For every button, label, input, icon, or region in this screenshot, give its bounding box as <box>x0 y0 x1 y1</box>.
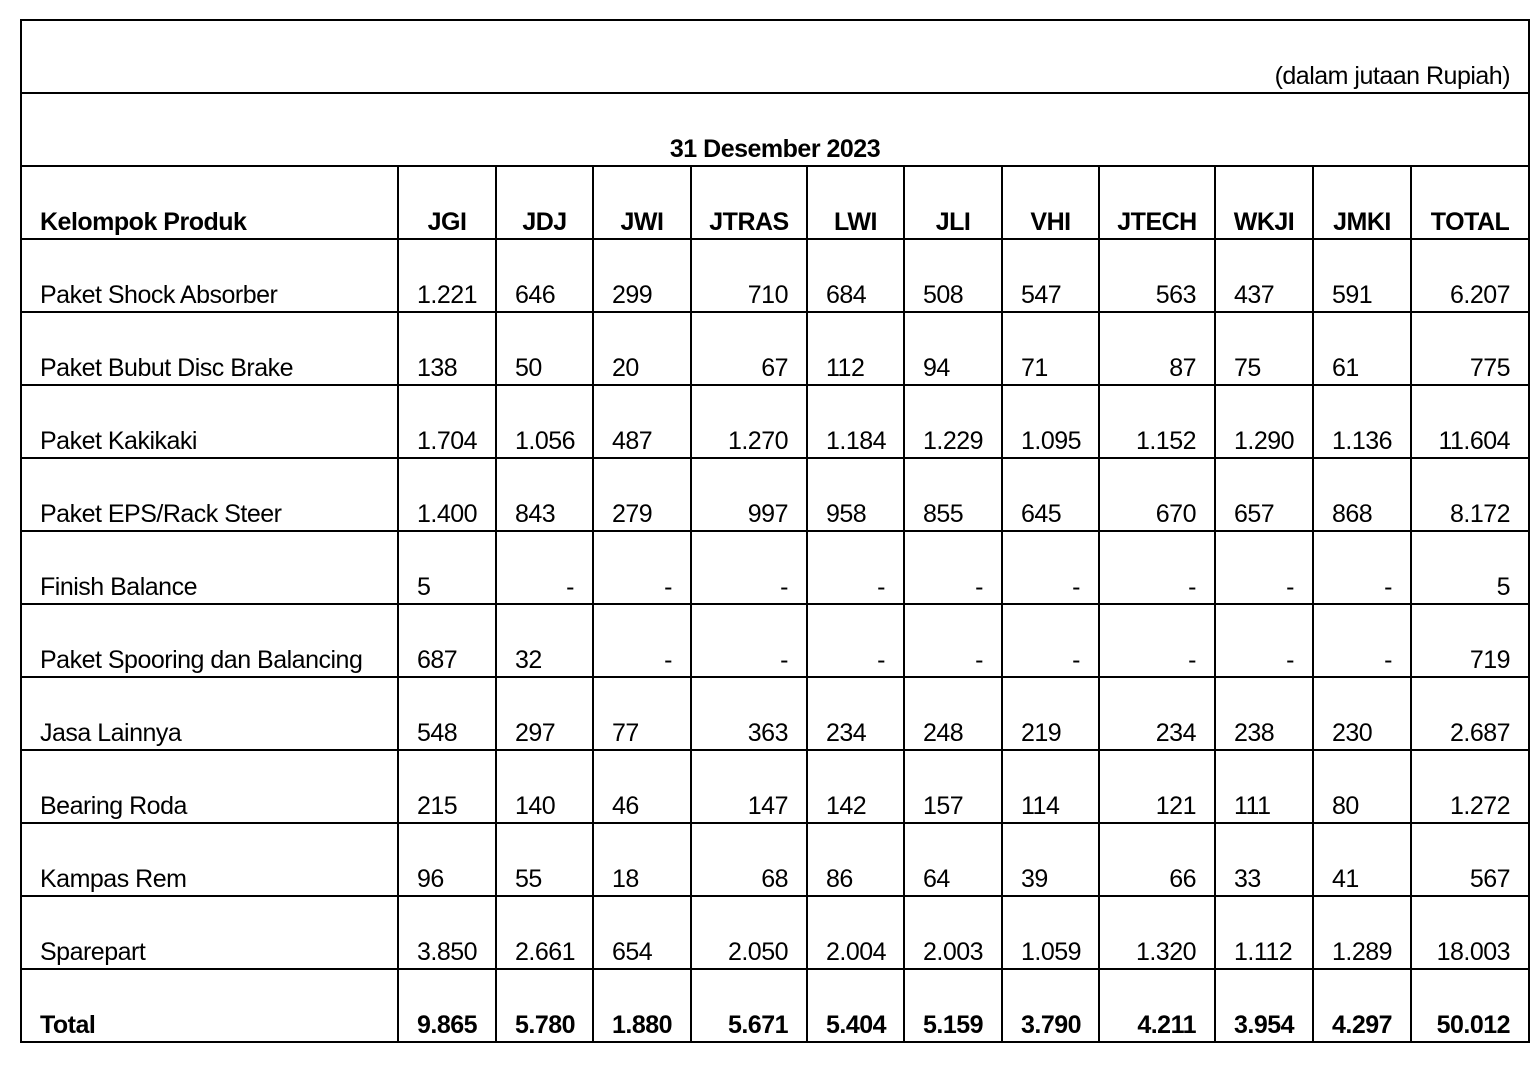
period-heading: 31 Desember 2023 <box>21 93 1529 166</box>
value-cell-jgi: 1.221 <box>398 239 496 312</box>
value-cell-jli: 64 <box>904 823 1002 896</box>
value-cell-jtech: 670 <box>1099 458 1215 531</box>
value-cell-jgi: 138 <box>398 312 496 385</box>
value-cell-lwi: 2.004 <box>807 896 904 969</box>
value-cell-jdj: 1.056 <box>496 385 593 458</box>
value-cell-vhi: 71 <box>1002 312 1099 385</box>
value-cell-jtras: 68 <box>691 823 807 896</box>
table-row <box>21 458 1529 531</box>
value-cell-jgi: 1.704 <box>398 385 496 458</box>
revenue-by-product-table <box>20 19 1530 1043</box>
value-cell-jdj: 2.661 <box>496 896 593 969</box>
value-cell-jgi: 3.850 <box>398 896 496 969</box>
value-cell-jdj: 5.780 <box>496 969 593 1042</box>
value-cell-jtras: - <box>691 604 807 677</box>
column-header-wkji: WKJI <box>1215 166 1313 239</box>
value-cell-jmki: 591 <box>1313 239 1411 312</box>
value-cell-jtech: 121 <box>1099 750 1215 823</box>
value-cell-lwi: 234 <box>807 677 904 750</box>
value-cell-jwi: 487 <box>593 385 691 458</box>
value-cell-jtech: 1.152 <box>1099 385 1215 458</box>
value-cell-vhi: 1.095 <box>1002 385 1099 458</box>
value-cell-jli: 2.003 <box>904 896 1002 969</box>
value-cell-jgi: 9.865 <box>398 969 496 1042</box>
product-group-label: Paket Spooring dan Balancing <box>21 604 398 677</box>
value-cell-lwi: 1.184 <box>807 385 904 458</box>
value-cell-jgi: 215 <box>398 750 496 823</box>
value-cell-jtras: 2.050 <box>691 896 807 969</box>
value-cell-jdj: 55 <box>496 823 593 896</box>
column-header-jtras: JTRAS <box>691 166 807 239</box>
value-cell-wkji: 75 <box>1215 312 1313 385</box>
value-cell-jtras: - <box>691 531 807 604</box>
value-cell-total: 2.687 <box>1411 677 1529 750</box>
product-group-label: Kampas Rem <box>21 823 398 896</box>
value-cell-jwi: 279 <box>593 458 691 531</box>
value-cell-lwi: 86 <box>807 823 904 896</box>
value-cell-total: 6.207 <box>1411 239 1529 312</box>
value-cell-wkji: 437 <box>1215 239 1313 312</box>
value-cell-vhi: 547 <box>1002 239 1099 312</box>
value-cell-lwi: 684 <box>807 239 904 312</box>
value-cell-total: 11.604 <box>1411 385 1529 458</box>
value-cell-total: 719 <box>1411 604 1529 677</box>
value-cell-jtras: 67 <box>691 312 807 385</box>
table-row <box>21 677 1529 750</box>
table-row <box>21 239 1529 312</box>
value-cell-jmki: 230 <box>1313 677 1411 750</box>
column-header-jgi: JGI <box>398 166 496 239</box>
value-cell-jgi: 1.400 <box>398 458 496 531</box>
value-cell-lwi: - <box>807 531 904 604</box>
product-group-label: Paket Bubut Disc Brake <box>21 312 398 385</box>
value-cell-jdj: 843 <box>496 458 593 531</box>
value-cell-wkji: 33 <box>1215 823 1313 896</box>
value-cell-lwi: 958 <box>807 458 904 531</box>
product-group-label: Sparepart <box>21 896 398 969</box>
value-cell-vhi: - <box>1002 604 1099 677</box>
value-cell-jwi: 1.880 <box>593 969 691 1042</box>
table-row <box>21 531 1529 604</box>
value-cell-jmki: 1.289 <box>1313 896 1411 969</box>
column-header-product-group: Kelompok Produk <box>21 166 398 239</box>
value-cell-wkji: 657 <box>1215 458 1313 531</box>
value-cell-jtras: 363 <box>691 677 807 750</box>
column-header-jtech: JTECH <box>1099 166 1215 239</box>
value-cell-jdj: - <box>496 531 593 604</box>
value-cell-jli: 855 <box>904 458 1002 531</box>
value-cell-wkji: 1.290 <box>1215 385 1313 458</box>
value-cell-jgi: 5 <box>398 531 496 604</box>
value-cell-total: 50.012 <box>1411 969 1529 1042</box>
product-group-label: Finish Balance <box>21 531 398 604</box>
value-cell-jgi: 548 <box>398 677 496 750</box>
table-row <box>21 312 1529 385</box>
value-cell-jdj: 297 <box>496 677 593 750</box>
value-cell-jdj: 646 <box>496 239 593 312</box>
value-cell-vhi: 1.059 <box>1002 896 1099 969</box>
value-cell-jtras: 997 <box>691 458 807 531</box>
value-cell-wkji: 111 <box>1215 750 1313 823</box>
value-cell-wkji: - <box>1215 531 1313 604</box>
table-row <box>21 896 1529 969</box>
value-cell-jmki: 1.136 <box>1313 385 1411 458</box>
column-header-total: TOTAL <box>1411 166 1529 239</box>
value-cell-total: 1.272 <box>1411 750 1529 823</box>
value-cell-wkji: 1.112 <box>1215 896 1313 969</box>
value-cell-jli: 94 <box>904 312 1002 385</box>
value-cell-total: 18.003 <box>1411 896 1529 969</box>
value-cell-total: 8.172 <box>1411 458 1529 531</box>
column-header-jwi: JWI <box>593 166 691 239</box>
value-cell-jdj: 140 <box>496 750 593 823</box>
value-cell-jgi: 96 <box>398 823 496 896</box>
unit-note: (dalam jutaan Rupiah) <box>21 20 1529 93</box>
value-cell-jtech: 1.320 <box>1099 896 1215 969</box>
value-cell-jli: 157 <box>904 750 1002 823</box>
value-cell-vhi: 645 <box>1002 458 1099 531</box>
value-cell-lwi: - <box>807 604 904 677</box>
value-cell-vhi: - <box>1002 531 1099 604</box>
column-header-jli: JLI <box>904 166 1002 239</box>
product-group-label: Paket Shock Absorber <box>21 239 398 312</box>
value-cell-jli: 508 <box>904 239 1002 312</box>
value-cell-vhi: 3.790 <box>1002 969 1099 1042</box>
value-cell-total: 567 <box>1411 823 1529 896</box>
value-cell-jmki: 4.297 <box>1313 969 1411 1042</box>
value-cell-jmki: 80 <box>1313 750 1411 823</box>
value-cell-jdj: 32 <box>496 604 593 677</box>
value-cell-vhi: 39 <box>1002 823 1099 896</box>
table-row <box>21 823 1529 896</box>
value-cell-jmki: - <box>1313 531 1411 604</box>
product-group-label: Bearing Roda <box>21 750 398 823</box>
value-cell-jwi: 20 <box>593 312 691 385</box>
value-cell-total: 775 <box>1411 312 1529 385</box>
value-cell-jli: - <box>904 604 1002 677</box>
value-cell-jmki: 61 <box>1313 312 1411 385</box>
product-group-label: Paket Kakikaki <box>21 385 398 458</box>
column-header-jmki: JMKI <box>1313 166 1411 239</box>
product-group-label: Paket EPS/Rack Steer <box>21 458 398 531</box>
unit-note-row <box>21 20 1529 93</box>
table-row <box>21 385 1529 458</box>
column-header-lwi: LWI <box>807 166 904 239</box>
value-cell-wkji: - <box>1215 604 1313 677</box>
value-cell-jtech: 234 <box>1099 677 1215 750</box>
value-cell-jwi: 46 <box>593 750 691 823</box>
value-cell-jmki: 41 <box>1313 823 1411 896</box>
value-cell-jmki: - <box>1313 604 1411 677</box>
value-cell-jtech: - <box>1099 531 1215 604</box>
table-row <box>21 750 1529 823</box>
column-header-jdj: JDJ <box>496 166 593 239</box>
column-header-vhi: VHI <box>1002 166 1099 239</box>
value-cell-vhi: 114 <box>1002 750 1099 823</box>
value-cell-jdj: 50 <box>496 312 593 385</box>
value-cell-jtras: 5.671 <box>691 969 807 1042</box>
total-label: Total <box>21 969 398 1042</box>
value-cell-lwi: 142 <box>807 750 904 823</box>
value-cell-jwi: - <box>593 531 691 604</box>
value-cell-jli: - <box>904 531 1002 604</box>
table-row <box>21 604 1529 677</box>
value-cell-jwi: - <box>593 604 691 677</box>
value-cell-jli: 5.159 <box>904 969 1002 1042</box>
value-cell-jli: 1.229 <box>904 385 1002 458</box>
value-cell-jmki: 868 <box>1313 458 1411 531</box>
value-cell-lwi: 112 <box>807 312 904 385</box>
value-cell-jwi: 18 <box>593 823 691 896</box>
value-cell-jtech: - <box>1099 604 1215 677</box>
value-cell-jtech: 87 <box>1099 312 1215 385</box>
column-header-row <box>21 166 1529 239</box>
value-cell-jtech: 66 <box>1099 823 1215 896</box>
total-row <box>21 969 1529 1042</box>
value-cell-jtech: 563 <box>1099 239 1215 312</box>
value-cell-jwi: 299 <box>593 239 691 312</box>
table-body <box>21 20 1529 1042</box>
value-cell-total: 5 <box>1411 531 1529 604</box>
value-cell-vhi: 219 <box>1002 677 1099 750</box>
value-cell-jtras: 147 <box>691 750 807 823</box>
value-cell-lwi: 5.404 <box>807 969 904 1042</box>
value-cell-wkji: 3.954 <box>1215 969 1313 1042</box>
value-cell-jwi: 77 <box>593 677 691 750</box>
value-cell-jwi: 654 <box>593 896 691 969</box>
value-cell-jtras: 710 <box>691 239 807 312</box>
period-row <box>21 93 1529 166</box>
value-cell-jgi: 687 <box>398 604 496 677</box>
value-cell-wkji: 238 <box>1215 677 1313 750</box>
value-cell-jtech: 4.211 <box>1099 969 1215 1042</box>
product-group-label: Jasa Lainnya <box>21 677 398 750</box>
value-cell-jli: 248 <box>904 677 1002 750</box>
value-cell-jtras: 1.270 <box>691 385 807 458</box>
